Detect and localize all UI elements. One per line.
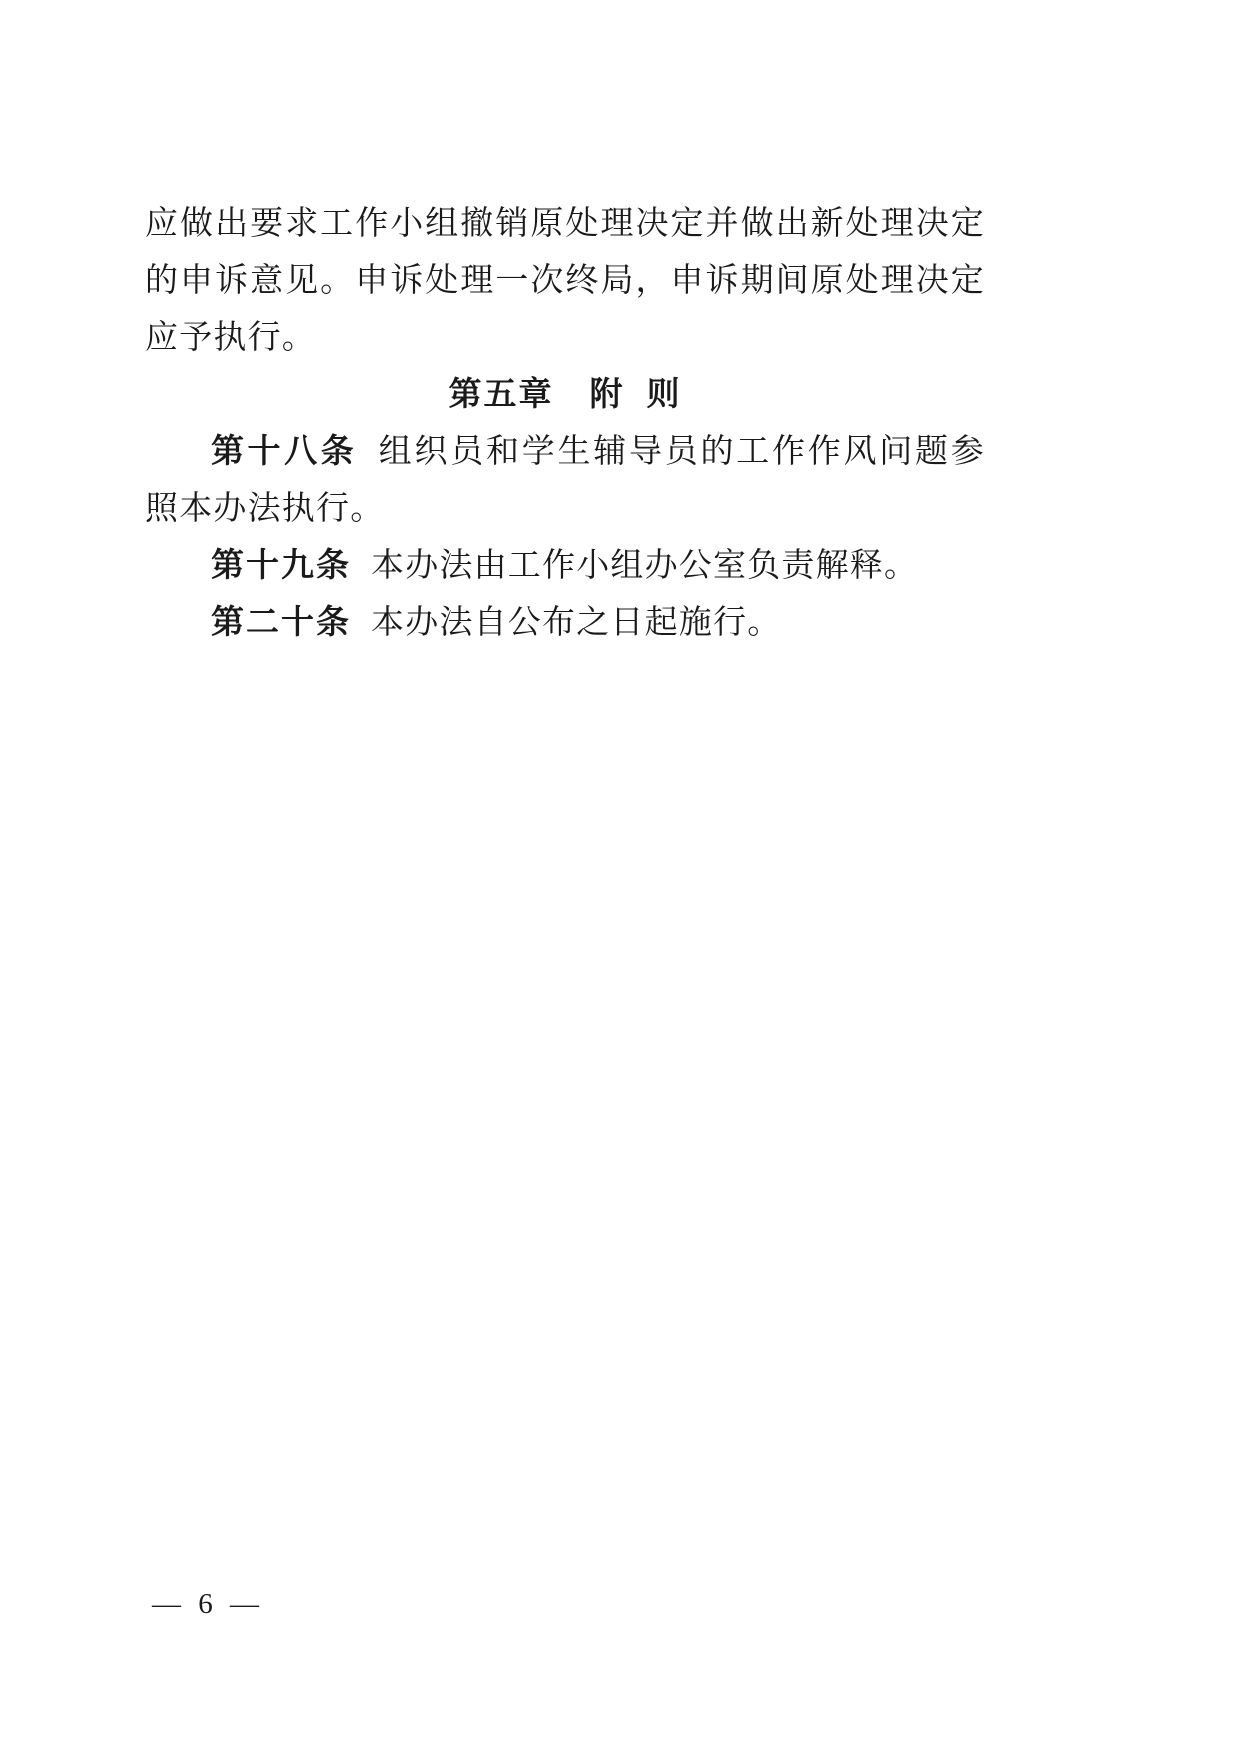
article-19 xyxy=(145,538,985,595)
article-20-number: 第二十条 xyxy=(211,605,351,641)
article-19-number: 第十九条 xyxy=(211,548,351,584)
continued-paragraph: 应做出要求工作小组撤销原处理决定并做出新处理决定的申诉意见。申诉处理一次终局，申诉期间原处理决定应予执行。 xyxy=(145,206,985,356)
chapter-title-char-2: 则 xyxy=(646,377,682,413)
article-18 xyxy=(145,424,985,538)
document-body xyxy=(145,196,985,652)
chapter-heading xyxy=(145,367,985,424)
article-19-text: 本办法由工作小组办公室负责解释。 xyxy=(371,548,919,584)
article-18-text: 组织员和学生辅导员的工作作风问题参照本办法执行。 xyxy=(145,434,986,527)
chapter-title-char-1: 附 xyxy=(589,377,625,413)
article-18-number: 第十八条 xyxy=(211,434,358,470)
chapter-number: 第五章 xyxy=(448,377,554,413)
page-number: — 6 — xyxy=(152,1588,264,1620)
article-20 xyxy=(145,595,985,652)
article-20-text: 本办法自公布之日起施行。 xyxy=(371,605,782,641)
